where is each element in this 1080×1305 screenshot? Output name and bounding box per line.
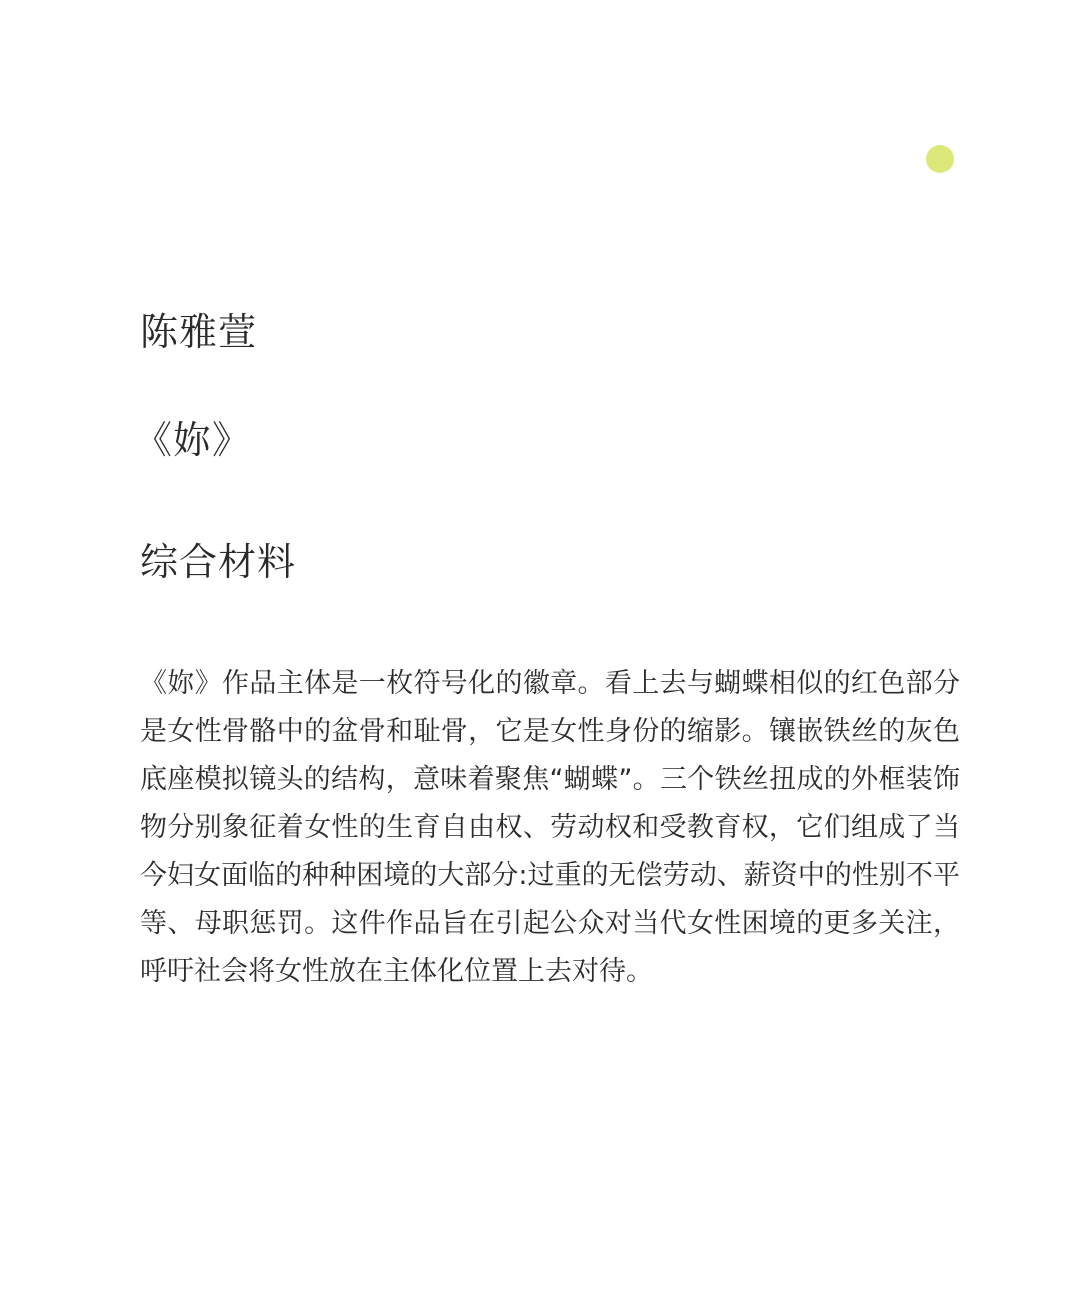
artwork-medium: 综合材料: [140, 540, 297, 584]
artwork-title: 《妳》: [134, 418, 252, 462]
artist-name: 陈雅萱: [140, 310, 258, 354]
artwork-description: 《妳》作品主体是一枚符号化的徽章。看上去与蝴蝶相似的红色部分是女性骨骼中的盆骨和耻骨，它是女性身份的缩影。镶嵌铁丝的灰色底座模拟镜头的结构，意味着聚焦“蝴蝶”。三个铁丝扭成的外框装饰物分别象征着女性的生育自由权、劳动权和受教育权，它们组成了当今妇女面临的种种困境的大部分:过重的无偿劳动、薪资中的性别不平等、母职惩罚。这件作品旨在引起公众对当代女性困境的更多关注，呼吁社会将女性放在主体化位置上去对待。: [140, 668, 960, 987]
decorative-dot: [926, 145, 954, 173]
